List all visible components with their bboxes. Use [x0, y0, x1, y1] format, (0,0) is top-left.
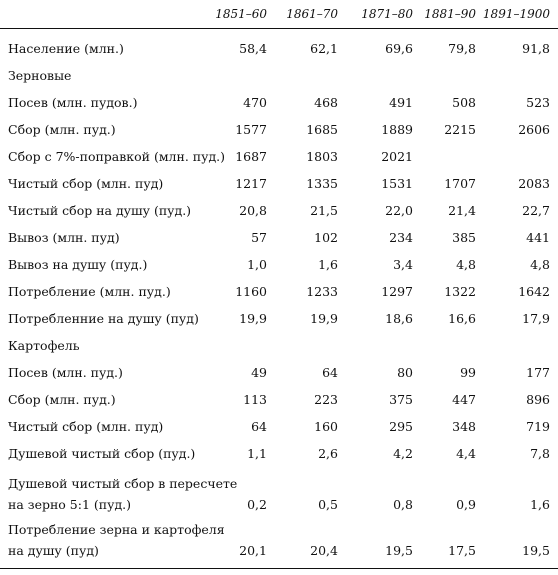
table-cell: 1,0 — [247, 257, 267, 272]
table-cell: 1642 — [518, 284, 550, 299]
table-cell: 385 — [452, 230, 476, 245]
table-cell: 2606 — [518, 122, 550, 137]
table-cell: 19,9 — [239, 311, 267, 326]
table-cell: 1707 — [444, 176, 476, 191]
column-header: 1891–1900 — [482, 7, 550, 21]
row-label: Чистый сбор (млн. пуд) — [8, 176, 164, 191]
table-cell: 57 — [251, 230, 267, 245]
table-cell: 7,8 — [530, 446, 550, 461]
row-label: Вывоз на душу (пуд.) — [8, 257, 148, 272]
table-cell: 2083 — [518, 176, 550, 191]
table-cell: 441 — [526, 230, 550, 245]
table-cell: 91,8 — [522, 41, 550, 56]
table-cell: 4,8 — [530, 257, 550, 272]
table-cell: 0,5 — [318, 497, 338, 512]
table-cell: 16,6 — [448, 311, 476, 326]
row-label: Сбор (млн. пуд.) — [8, 392, 116, 407]
table-cell: 1687 — [235, 149, 267, 164]
table-cell: 21,4 — [448, 203, 476, 218]
table-cell: 0,8 — [393, 497, 413, 512]
table-cell: 348 — [452, 419, 476, 434]
table-cell: 223 — [314, 392, 338, 407]
column-header: 1871–80 — [361, 7, 413, 21]
table-cell: 17,9 — [522, 311, 550, 326]
table-header — [0, 0, 558, 28]
table-cell: 102 — [314, 230, 338, 245]
table-cell: 79,8 — [448, 41, 476, 56]
table-cell: 234 — [389, 230, 413, 245]
table-cell: 99 — [460, 365, 476, 380]
row-label: Население (млн.) — [8, 41, 124, 56]
table-cell: 3,4 — [393, 257, 413, 272]
table-cell: 20,4 — [310, 543, 338, 558]
table-cell: 1217 — [235, 176, 267, 191]
table-cell: 1322 — [444, 284, 476, 299]
table-cell: 19,5 — [385, 543, 413, 558]
table-cell: 62,1 — [310, 41, 338, 56]
table-cell: 17,5 — [448, 543, 476, 558]
row-label: Потребленние на душу (пуд) — [8, 311, 199, 326]
column-header: 1881–90 — [424, 7, 476, 21]
row-label: Посев (млн. пудов.) — [8, 95, 138, 110]
header-rule — [0, 28, 558, 29]
table-cell: 1531 — [381, 176, 413, 191]
row-label: Чистый сбор на душу (пуд.) — [8, 203, 192, 218]
table-cell: 4,4 — [456, 446, 476, 461]
table-cell: 4,2 — [393, 446, 413, 461]
table-cell: 1,6 — [530, 497, 550, 512]
table-cell: 468 — [314, 95, 338, 110]
table-cell: 1889 — [381, 122, 413, 137]
row-label: Потребление зерна и картофеля на душу (пуд) — [8, 522, 225, 558]
table-cell: 523 — [526, 95, 550, 110]
table-cell: 2,6 — [318, 446, 338, 461]
table-cell: 4,8 — [456, 257, 476, 272]
table-cell: 2021 — [381, 149, 413, 164]
row-label: Вывоз (млн. пуд) — [8, 230, 120, 245]
table-cell: 1,1 — [247, 446, 267, 461]
table-cell: 18,6 — [385, 311, 413, 326]
table-cell: 896 — [526, 392, 550, 407]
table-cell: 1160 — [235, 284, 267, 299]
table-cell: 0,9 — [456, 497, 476, 512]
row-label: Сбор с 7%-поправкой (млн. пуд.) — [8, 149, 225, 164]
table-cell: 719 — [526, 419, 550, 434]
row-label: Зерновые — [8, 68, 72, 83]
table-cell: 177 — [526, 365, 550, 380]
table-cell: 22,0 — [385, 203, 413, 218]
bottom-rule — [0, 568, 558, 569]
table-cell: 2215 — [444, 122, 476, 137]
row-label: Картофель — [8, 338, 80, 353]
table-cell: 19,9 — [310, 311, 338, 326]
table-cell: 1233 — [306, 284, 338, 299]
row-label: Сбор (млн. пуд.) — [8, 122, 116, 137]
table-cell: 1297 — [381, 284, 413, 299]
table-cell: 508 — [452, 95, 476, 110]
row-label: Потребление (млн. пуд.) — [8, 284, 171, 299]
table-cell: 470 — [243, 95, 267, 110]
table-cell: 491 — [389, 95, 413, 110]
table-cell: 20,8 — [239, 203, 267, 218]
table-cell: 64 — [251, 419, 267, 434]
table-cell: 1685 — [306, 122, 338, 137]
table-cell: 19,5 — [522, 543, 550, 558]
row-label: Душевой чистый сбор (пуд.) — [8, 446, 196, 461]
table-cell: 64 — [322, 365, 338, 380]
table-cell: 160 — [314, 419, 338, 434]
table-cell: 1803 — [306, 149, 338, 164]
table-cell: 1577 — [235, 122, 267, 137]
table-cell: 20,1 — [239, 543, 267, 558]
table-cell: 375 — [389, 392, 413, 407]
row-label: Чистый сбор (млн. пуд) — [8, 419, 164, 434]
table-cell: 0,2 — [247, 497, 267, 512]
table-cell: 22,7 — [522, 203, 550, 218]
column-header: 1861–70 — [286, 7, 338, 21]
table-cell: 58,4 — [239, 41, 267, 56]
table-cell: 295 — [389, 419, 413, 434]
table-cell: 49 — [251, 365, 267, 380]
table-cell: 1335 — [306, 176, 338, 191]
table-cell: 80 — [397, 365, 413, 380]
row-label: Посев (млн. пуд.) — [8, 365, 123, 380]
table-cell: 1,6 — [318, 257, 338, 272]
row-label: Душевой чистый сбор в пересчете на зерно 5:1 (пуд.) — [8, 476, 238, 512]
table-cell: 69,6 — [385, 41, 413, 56]
column-header: 1851–60 — [215, 7, 267, 21]
table-cell: 21,5 — [310, 203, 338, 218]
table-cell: 447 — [452, 392, 476, 407]
table-cell: 113 — [243, 392, 267, 407]
